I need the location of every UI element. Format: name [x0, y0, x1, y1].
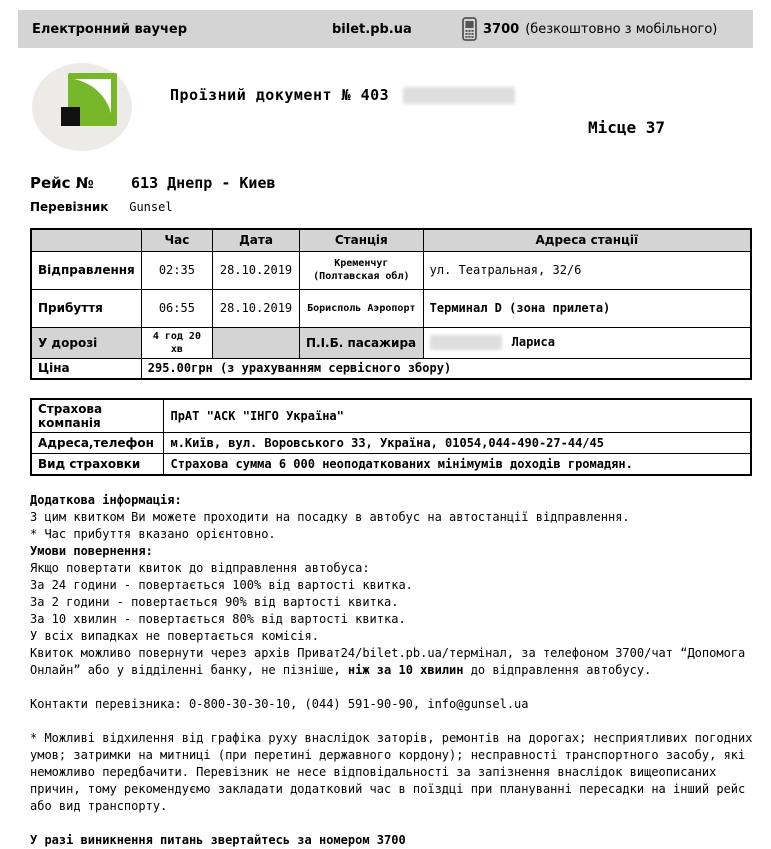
route-line — [30, 174, 753, 192]
insurance-type-label: Вид страховки — [31, 454, 164, 475]
delay-disclaimer: * Можливі відхилення від графіка руху внаслідок заторів, ремонтів на дорогах; несприятливих погодних умов; затримки на митниці (при перетині державного кордону); несправності транспортного засобу, які неможливо передбачити. Перевізник не несе відповідальності за запізнення внаслідок вищеописаних причин, тому рекомендуємо закладати додатковий час в поїздці при плануванні пересадки на інший рейс або вид транспорту. — [30, 730, 753, 813]
insurance-company-value: ПрАТ "АСК "ІНГО Україна" — [164, 399, 751, 433]
arrival-address: Терминал D (зона прилета) — [423, 289, 751, 327]
return-note-pre: Квиток можливо повернути через архів Приват24/bilet.pb.ua/термінал, за телефоном 3700/чат “Допомога Онлайн” або у відділенні банку, не пізніше, — [30, 645, 746, 677]
carrier-name: Gunsel — [129, 200, 173, 214]
insurance-address-row — [31, 433, 751, 454]
mobile-phone-icon — [462, 17, 477, 41]
footer-support-note: У разі виникнення питань звертайтесь за номером 3700 — [30, 832, 406, 847]
insurance-address-label: Адреса,телефон — [31, 433, 164, 454]
carrier-label: Перевізник — [30, 200, 109, 214]
price-label: Ціна — [31, 358, 141, 379]
arrival-time: 06:55 — [141, 289, 212, 327]
route-number-value: 613 Днепр - Киев — [131, 174, 276, 192]
insurance-company-label: Страхова компанія — [31, 399, 164, 433]
header-empty — [31, 229, 141, 251]
redacted-document-number — [403, 87, 515, 104]
duration-value: 4 год 20 хв — [141, 327, 212, 358]
spacer — [30, 679, 756, 696]
insurance-company-row — [31, 399, 751, 433]
header-station: Станція — [299, 229, 423, 251]
return-terms-line: Якщо повертати квиток до відправлення автобуса: — [30, 560, 370, 575]
spacer — [30, 815, 756, 832]
voucher-type-label: Електронний ваучер — [32, 21, 188, 37]
return-note-post: до відправлення автобусу. — [463, 662, 652, 677]
departure-row — [31, 251, 751, 289]
document-title-block — [134, 62, 753, 152]
additional-info-title: Додаткова інформація: — [30, 492, 182, 507]
insurance-table — [30, 398, 752, 476]
duration-passenger-row — [31, 327, 751, 358]
departure-station: Кременчуг (Полтавская обл) — [299, 251, 423, 289]
seat-number: Місце 37 — [587, 118, 665, 137]
spacer — [30, 713, 756, 730]
passenger-name-cell — [423, 327, 751, 358]
top-bar — [18, 10, 753, 48]
passenger-first-name: Лариса — [511, 335, 556, 349]
arrival-label: Прибуття — [31, 289, 141, 327]
document-title — [170, 86, 753, 104]
duration-label: У дорозі — [31, 327, 141, 358]
return-terms-title: Умови повернення: — [30, 543, 153, 558]
insurance-type-value: Страхова сумма 6 000 неоподаткованих мінімумів доходів громадян. — [164, 454, 751, 475]
return-note-bold: ніж за 10 хвилин — [347, 662, 464, 677]
carrier-contacts: Контакти перевізника: 0-800-30-30-10, (044) 591-90-90, info@gunsel.ua — [30, 696, 529, 711]
departure-date: 28.10.2019 — [213, 251, 300, 289]
duration-empty-cell — [213, 327, 300, 358]
header-time: Час — [141, 229, 212, 251]
departure-address: ул. Театральная, 32/6 — [423, 251, 751, 289]
header-date: Дата — [213, 229, 300, 251]
arrival-station: Борисполь Аэропорт — [299, 289, 423, 327]
insurance-type-row — [31, 454, 751, 475]
departure-label: Відправлення — [31, 251, 141, 289]
price-row — [31, 358, 751, 379]
price-value: 295.00грн (з урахуванням сервісного збору) — [141, 358, 751, 379]
return-terms-line: За 2 години - повертається 90% від вартості квитка. — [30, 594, 399, 609]
insurance-address-value: м.Київ, вул. Воровського 33, Україна, 01054,044-490-27-44/45 — [164, 433, 751, 454]
support-phone-group — [462, 17, 717, 41]
arrival-row — [31, 289, 751, 327]
return-terms-line: За 24 години - повертається 100% від вартості квитка. — [30, 577, 413, 592]
redacted-passenger-surname — [430, 335, 502, 350]
trip-table-header-row — [31, 229, 751, 251]
arrival-date: 28.10.2019 — [213, 289, 300, 327]
return-terms-line: У всіх випадках не повертається комісія. — [30, 628, 319, 643]
additional-info-line: * Час прибуття вказано орієнтовно. — [30, 526, 276, 541]
carrier-line — [30, 200, 753, 214]
trip-table — [30, 228, 752, 380]
return-terms-line: За 10 хвилин - повертається 80% від вартості квитка. — [30, 611, 406, 626]
site-label: bilet.pb.ua — [332, 21, 412, 37]
passenger-label: П.І.Б. пасажира — [299, 327, 423, 358]
info-section — [30, 492, 756, 849]
privatbank-logo-icon — [30, 62, 134, 152]
document-title-text: Проїзний документ № 403 — [170, 86, 390, 104]
support-phone-note: (безкоштовно з мобільного) — [525, 21, 718, 37]
route-section — [30, 174, 753, 214]
route-number-label: Рейс № — [30, 174, 94, 192]
document-header — [18, 62, 753, 152]
additional-info-line: З цим квитком Ви можете проходити на посадку в автобус на автостанції відправлення. — [30, 509, 630, 524]
header-station-address: Адреса станції — [423, 229, 751, 251]
departure-time: 02:35 — [141, 251, 212, 289]
support-phone-number: 3700 — [483, 21, 520, 37]
return-note — [30, 645, 756, 679]
